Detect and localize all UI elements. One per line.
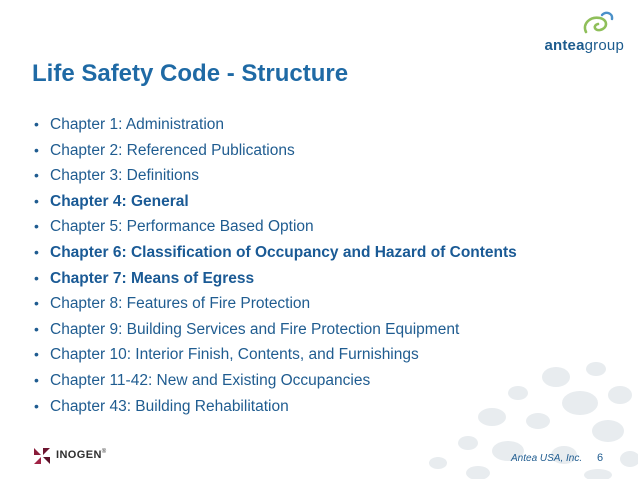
bullet-item (34, 214, 517, 240)
bullet-dot: • (34, 167, 39, 184)
bullet-label: Chapter 7: Means of Egress (50, 269, 255, 287)
bullet-item (34, 189, 517, 215)
bullet-dot: • (34, 371, 39, 388)
bullet-item (34, 240, 517, 266)
inogen-emblem-icon (32, 446, 52, 466)
antea-group-logo (524, 10, 624, 55)
bullet-label: Chapter 5: Performance Based Option (50, 218, 314, 236)
inogen-wordmark: INOGEN® (56, 449, 107, 461)
antea-swirl-icon (580, 10, 616, 38)
bullet-item (34, 163, 517, 189)
bullet-dot: • (34, 192, 39, 209)
bullet-label: Chapter 43: Building Rehabilitation (50, 397, 289, 415)
bullet-label: Chapter 11-42: New and Existing Occupancies (50, 371, 371, 389)
bullet-dot: • (34, 320, 39, 337)
bullet-label: Chapter 6: Classification of Occupancy and Hazard of Contents (50, 243, 517, 261)
bullet-dot: • (34, 141, 39, 158)
bullet-dot: • (34, 397, 39, 414)
bullet-item (34, 291, 517, 317)
bullet-label: Chapter 9: Building Services and Fire Protection Equipment (50, 320, 460, 338)
slide-title: Life Safety Code - Structure (32, 60, 349, 87)
bullet-label: Chapter 3: Definitions (50, 167, 200, 185)
bullet-item (34, 266, 517, 292)
bullet-dot: • (34, 218, 39, 235)
bullet-dot: • (34, 243, 39, 260)
page-number: 6 (597, 452, 604, 464)
bullet-item (34, 317, 517, 343)
footer-company: Antea USA, Inc. (511, 453, 583, 464)
antea-group-wordmark: anteagroup (544, 37, 624, 54)
bullet-label: Chapter 1: Administration (50, 116, 225, 133)
bullet-item (34, 112, 517, 138)
bullet-label: Chapter 8: Features of Fire Protection (50, 295, 311, 313)
bullet-label: Chapter 10: Interior Finish, Contents, and Furnishings (50, 346, 419, 364)
bullet-label: Chapter 4: General (50, 192, 189, 210)
bullet-item (34, 138, 517, 164)
bullet-label: Chapter 2: Referenced Publications (50, 141, 295, 159)
bullet-dot: • (34, 116, 39, 132)
bullet-dot: • (34, 346, 39, 363)
bullet-dot: • (34, 295, 39, 312)
bullet-dot: • (34, 269, 39, 286)
